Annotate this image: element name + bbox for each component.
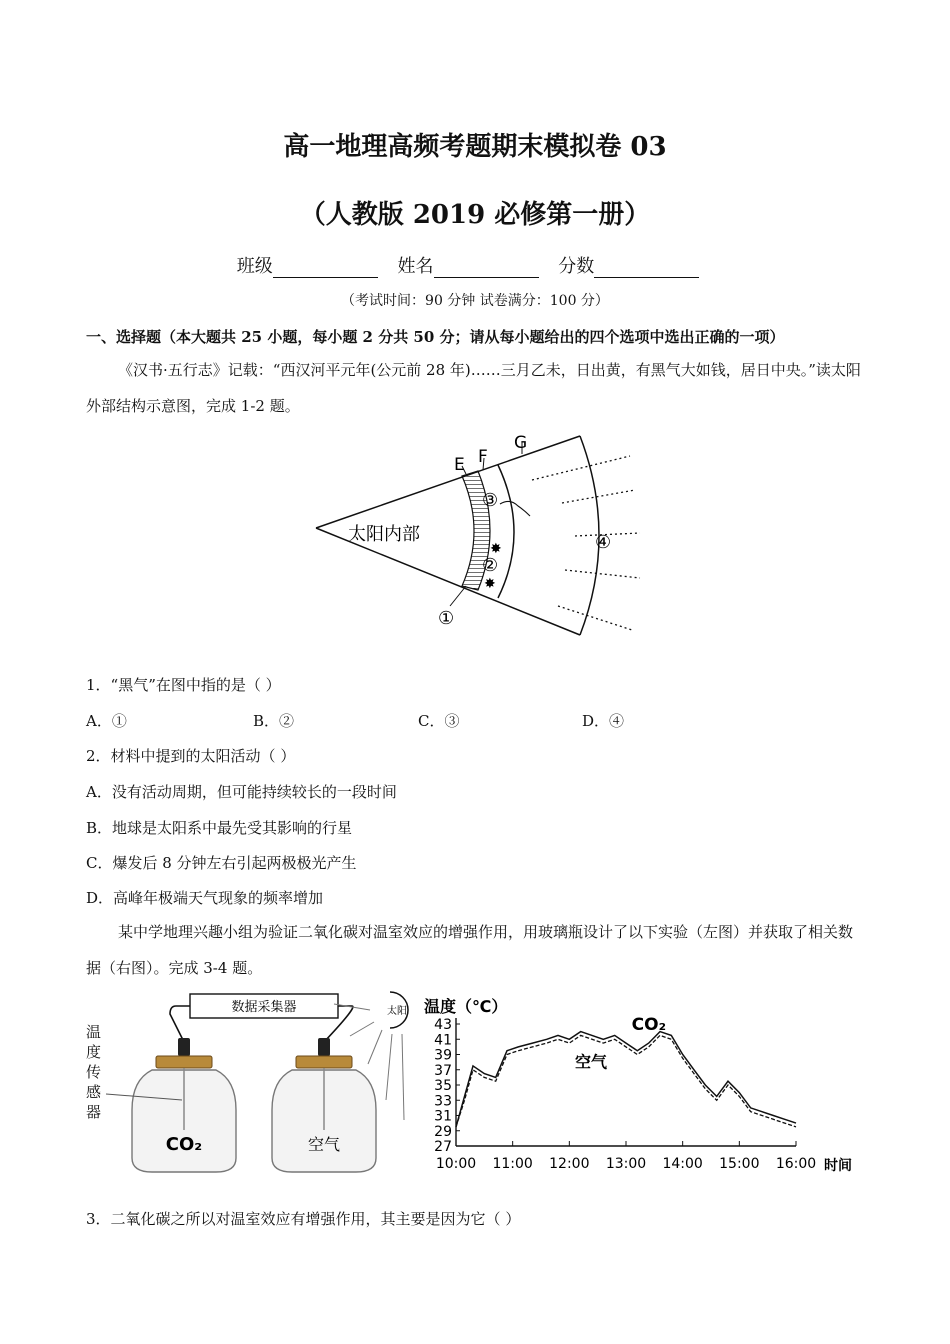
series-air-line (456, 1035, 796, 1127)
exam-note: （考试时间：90 分钟 试卷满分：100 分） (341, 293, 609, 309)
chart-xlabel: 时间 (824, 1158, 852, 1174)
q2-stem: 2．材料中提到的太阳活动（ ） (86, 747, 296, 765)
y-tick-label: 41 (434, 1032, 452, 1049)
series-co2-label: CO₂ (631, 1015, 667, 1036)
mark-1-pointer (450, 586, 466, 606)
sensor-label-box (86, 1022, 112, 1152)
x-tick-label: 15:00 (719, 1156, 760, 1172)
q2-option-b[interactable]: B．地球是太阳系中最先受其影响的行星 (86, 819, 353, 837)
y-tick-label: 37 (434, 1062, 452, 1079)
layer-g-label: G (514, 433, 528, 453)
x-tick-label: 13:00 (605, 1156, 647, 1172)
y-tick-label: 43 (434, 1017, 452, 1033)
layer-f-label: F (478, 447, 488, 467)
y-tick-label: 27 (434, 1139, 452, 1155)
data-collector-label: 数据采集器 (231, 1000, 297, 1015)
y-tick-label: 33 (434, 1093, 452, 1110)
series-co2-line (456, 1032, 796, 1127)
passage-2: 某中学地理兴趣小组为验证二氧化碳对温室效应的增强作用，用玻璃瓶设计了以下实验（左图）并获取了相关数据（右图）。完成 3-4 题。 (86, 923, 854, 977)
sensor-2 (318, 1038, 330, 1056)
wedge-top-edge (316, 436, 580, 528)
passage-1: 《汉书·五行志》记载：“西汉河平元年(公元前 28 年)……三月乙未，日出黄，有黑气大如钱，居日中央。”读太阳外部结构示意图，完成 1-2 题。 (86, 361, 861, 415)
jar-1-label: CO₂ (165, 1134, 203, 1155)
jar-1-lid (156, 1056, 212, 1068)
sensor-label: 温度传感器 (86, 1023, 102, 1121)
q1-option-b[interactable]: B．② (253, 712, 295, 730)
mark-4: ④ (595, 532, 612, 553)
q2-option-d[interactable]: D．高峰年极端天气现象的频率增加 (86, 889, 324, 907)
q1-option-d[interactable]: D．④ (582, 712, 625, 730)
name-blank[interactable] (434, 259, 539, 278)
y-tick-label: 29 (434, 1123, 452, 1140)
mark-2: ② (482, 555, 499, 576)
series-air-label: 空气 (575, 1052, 608, 1072)
sensor-1 (178, 1038, 190, 1056)
class-label: 班级 (236, 256, 273, 277)
flare-icon-2: ✸ (484, 576, 496, 592)
jar-2-label: 空气 (307, 1135, 341, 1154)
sun-interior-label: 太阳内部 (348, 524, 420, 545)
mark-3: ③ (482, 490, 499, 511)
name-label: 姓名 (397, 256, 434, 277)
q3-stem: 3．二氧化碳之所以对温室效应有增强作用，其主要是因为它（ ） (86, 1210, 521, 1228)
section-heading: 一、选择题（本大题共 25 小题，每小题 2 分共 50 分；请从每小题给出的四个选项中选出正确的一项） (86, 328, 785, 346)
q2-option-c[interactable]: C．爆发后 8 分钟左右引起两极极光产生 (86, 854, 357, 872)
layer-e-label: E (454, 455, 465, 475)
x-tick-label: 14:00 (662, 1156, 703, 1172)
sun-structure-diagram (300, 428, 650, 648)
x-tick-label: 10:00 (435, 1156, 477, 1172)
chromosphere-boundary (498, 465, 514, 598)
q1-option-c[interactable]: C．③ (418, 712, 460, 730)
x-tick-label: 11:00 (492, 1156, 533, 1172)
sun-label: 太阳 (387, 1006, 407, 1017)
page-title: 高一地理高频考题期末模拟卷 03 (283, 132, 667, 162)
x-tick-label: 12:00 (549, 1156, 590, 1172)
y-tick-label: 35 (434, 1078, 452, 1094)
prominence-icon (500, 501, 530, 516)
score-label: 分数 (558, 256, 595, 277)
class-blank[interactable] (273, 259, 378, 278)
q1-stem: 1．“黑气”在图中指的是（ ） (86, 676, 281, 694)
y-tick-label: 31 (434, 1108, 452, 1125)
q1-option-a[interactable]: A．① (86, 712, 127, 730)
jar-2-lid (296, 1056, 352, 1068)
cable-left (170, 1006, 190, 1042)
q2-option-a[interactable]: A．没有活动周期，但可能持续较长的一段时间 (86, 783, 397, 801)
student-info-line (0, 252, 950, 278)
chart-ylabel: 温度（℃） (424, 997, 508, 1016)
y-tick-label: 39 (434, 1047, 452, 1064)
experiment-diagram (86, 990, 416, 1180)
score-blank[interactable] (594, 259, 699, 278)
flare-icon-1: ✸ (490, 541, 502, 557)
page-subtitle: （人教版 2019 必修第一册） (299, 200, 651, 230)
temperature-chart (420, 994, 870, 1180)
x-tick-label: 16:00 (775, 1156, 817, 1172)
solar-wind-lines (532, 456, 640, 630)
mark-1: ① (438, 608, 455, 629)
